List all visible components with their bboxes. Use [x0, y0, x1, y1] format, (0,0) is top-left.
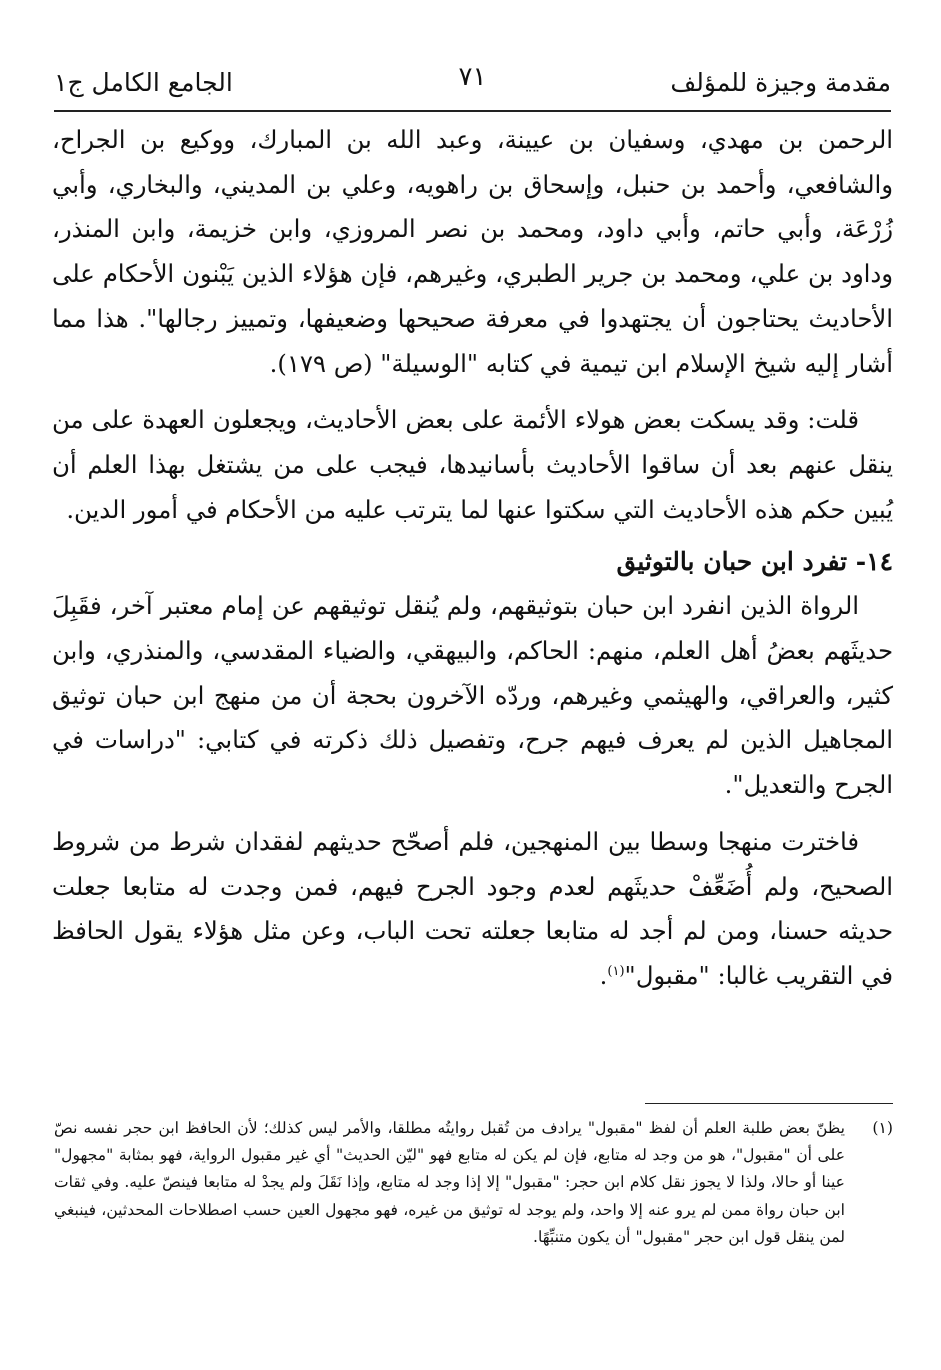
- book-title: الجامع الكامل ج١: [54, 68, 233, 97]
- page-number: ٧١: [458, 62, 487, 92]
- paragraph-method-end: .: [599, 960, 608, 990]
- footnote-number: (١): [872, 1119, 893, 1137]
- footnote-ref[interactable]: (١): [607, 963, 625, 979]
- footnote-text: يظنّ بعض طلبة العلم أن لفظ "مقبول" يرادف من تُقبل روايتُه مطلقا، والأمر ليس كذلك؛ لأن الحافظ ابن حجر نفسه نصّ على أن "مقبول"، هو من وجد له متابع، فإن لم يكن له متابع فهو "ليّن الحديث" أي غير مقبول الرواية، فهو بمثابة "مجهول" عينا أو حالا، ولذا لا يجوز نقل كلام ابن حجر: "مقبول" إلا إذا وجد له متابع، وإذا نَقَلَ ولم يجدْ له متابعا فينصّ عليه. وفي ثقات ابن حبان رواة ممن لم يرو عنه إلا واحد، ولم يوجد له توثيق من غيره، فهو مجهول العين حسب اصطلاحات المحدثين، فينبغي لمن ينقل قول ابن حجر "مقبول" أن يكون متنبِّهًا.: [54, 1119, 845, 1246]
- footnote: [54, 1115, 893, 1251]
- paragraph-method: [52, 820, 893, 999]
- header-divider: [54, 110, 891, 112]
- paragraph-narrators: الرواة الذين انفرد ابن حبان بتوثيقهم، ولم يُنقل توثيقهم عن إمام معتبر آخر، فقَبِلَ حديثَهم بعضُ أهل العلم، منهم: الحاكم، والبيهقي، والضياء المقدسي، والمنذري، وابن كثير، والعراقي، والهيثمي وغيرهم، وردّه الآخرون بحجة أن من منهج ابن حبان توثيق المجاهيل الذين لم يعرف فيهم جرح، وتفصيل ذلك ذكرته في كتابي: "دراسات في الجرح والتعديل".: [52, 591, 893, 800]
- section-heading: ١٤- تفرد ابن حبان بالتوثيق: [616, 547, 893, 577]
- paragraph-method-text: فاخترت منهجا وسطا بين المنهجين، فلم أصحّح حديثهم لفقدان شرط من شروط الصحيح، ولم أُضَعِّفْ حديثَهم لعدم وجود الجرح فيهم، فمن وجدت له متابعا جعلت حديثه حسنا، ومن لم أجد له متابعا جعلته تحت الباب، وعن مثل هؤلاء يقول الحافظ في التقريب غالبا: "مقبول": [52, 826, 893, 990]
- section-title: مقدمة وجيزة للمؤلف: [670, 68, 891, 97]
- footnote-divider: [645, 1103, 893, 1104]
- main-text: [52, 118, 893, 999]
- paragraph-comment: قلت: وقد يسكت بعض هولاء الأئمة على بعض الأحاديث، ويجعلون العهدة على من ينقل عنهم بعد أن ساقوا الأحاديث بأسانيدها، فيجب على من يشتغل بهذا العلم أن يُبين حكم هذه الأحاديث التي سكتوا عنها لما يترتب عليه من الأحكام في أمور الدين.: [52, 405, 893, 524]
- page-header: [54, 60, 891, 100]
- paragraph-continuation: الرحمن بن مهدي، وسفيان بن عيينة، وعبد الله بن المبارك، ووكيع بن الجراح، والشافعي، وأحمد بن حنبل، وإسحاق بن راهويه، وعلي بن المديني، والبخاري، وأبي زُرْعَة، وأبي حاتم، وأبي داود، ومحمد بن نصر المروزي، وابن خزيمة، وابن المنذر، وداود بن علي، ومحمد بن جرير الطبري، وغيرهم، فإن هؤلاء الذين يَبْنون الأحكام على الأحاديث يحتاجون أن يجتهدوا في معرفة صحيحها وضعيفها، وتمييز رجالها". هذا مما أشار إليه شيخ الإسلام ابن تيمية في كتابه "الوسيلة" (ص ١٧٩).: [52, 125, 893, 378]
